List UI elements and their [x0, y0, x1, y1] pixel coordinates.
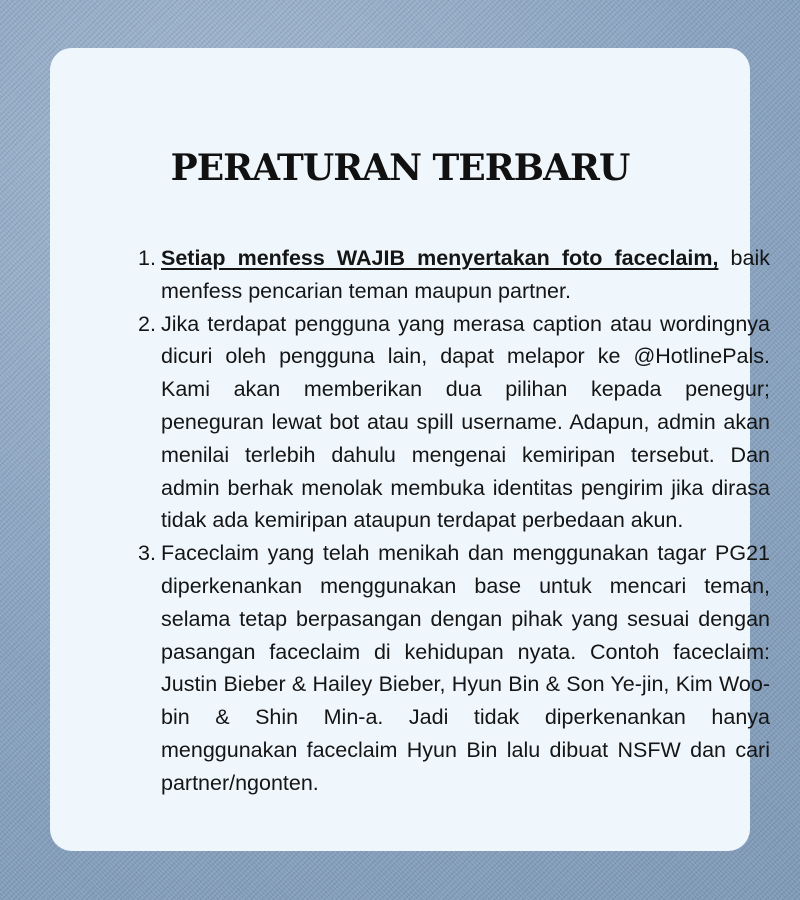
- rule-number: 3.: [138, 541, 156, 566]
- page-title: PERATURAN TERBARU: [170, 147, 630, 189]
- rule-item-3: [138, 537, 770, 799]
- rule-number: 1.: [138, 246, 156, 270]
- rule-number: 2.: [138, 311, 156, 336]
- rule-text: baik menfess pencarian teman maupun partner.: [161, 246, 770, 303]
- rules-list: [138, 242, 770, 800]
- rule-item-2: [138, 308, 770, 538]
- rules-card: [50, 48, 770, 851]
- rule-text: Jika terdapat pengguna yang merasa caption atau wordingnya dicuri oleh pengguna lain, dapat melapor ke @HotlinePals. Kami akan memberikan dua pilihan kepada penegur; peneguran lewat bot atau spill username. Adapun, admin akan menilai terlebih dahulu mengenai kemiripan tersebut. Dan admin berhak menolak membuka identitas pengirim jika dirasa tidak ada kemiripan ataupun terdapat perbedaan akun.: [161, 311, 770, 533]
- rule-item-1: [138, 242, 770, 308]
- rule-emphasis: Setiap menfess WAJIB menyertakan foto faceclaim,: [161, 246, 719, 270]
- rule-text: Faceclaim yang telah menikah dan menggunakan tagar PG21 diperkenankan menggunakan base untuk mencari teman, selama tetap berpasangan dengan pihak yang sesuai dengan pasangan faceclaim di kehidupan nyata. Contoh faceclaim: Justin Bieber & Hailey Bieber, Hyun Bin & Son Ye-jin, Kim Woo-bin & Shin Min-a. Jadi tidak diperkenankan hanya menggunakan faceclaim Hyun Bin lalu dibuat NSFW dan cari partner/ngonten.: [161, 541, 770, 795]
